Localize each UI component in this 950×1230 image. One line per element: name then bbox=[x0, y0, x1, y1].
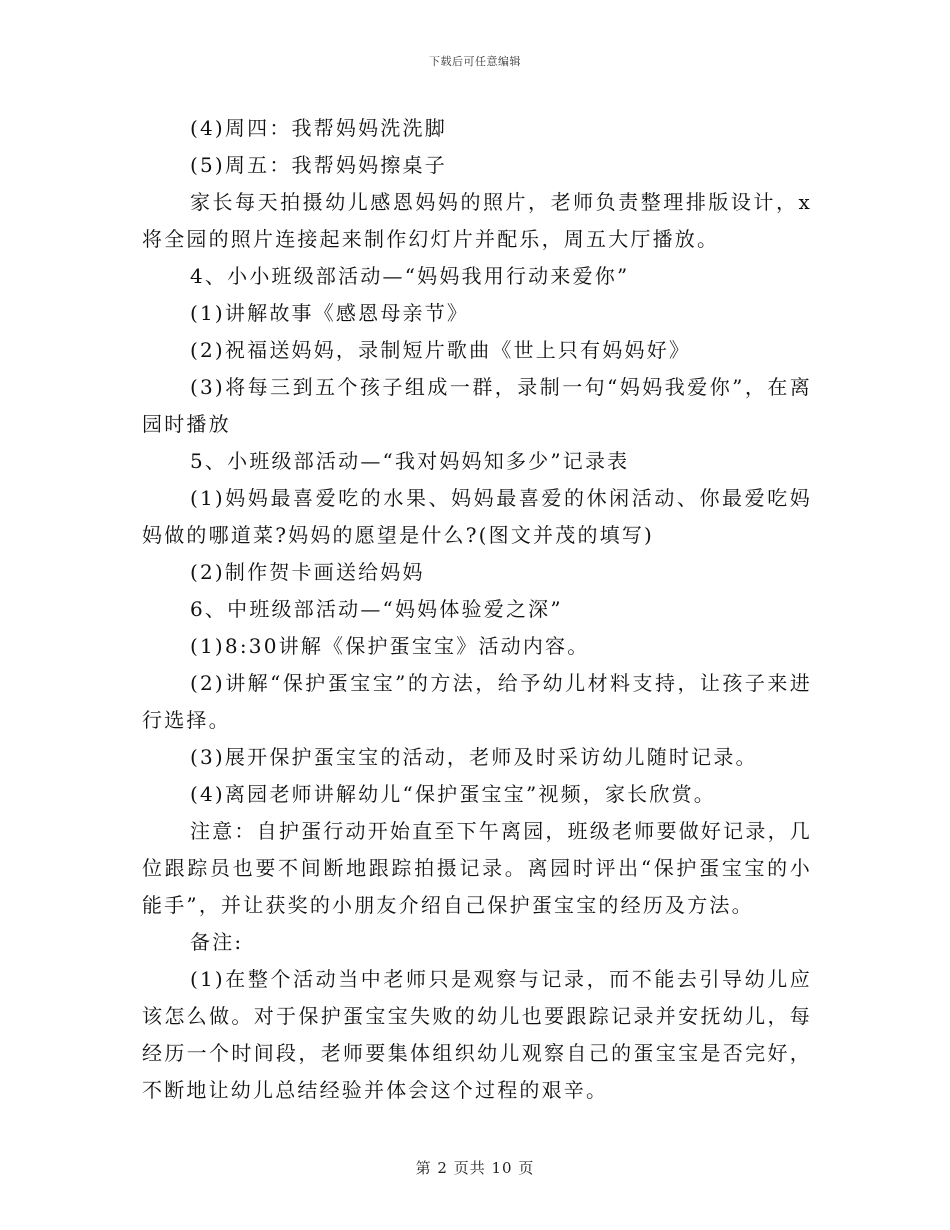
list-item-explain-content: (1)8:30讲解《保护蛋宝宝》活动内容。 bbox=[190, 634, 590, 658]
list-item-questionnaire: (1)妈妈最喜爱吃的水果、妈妈最喜爱的休闲活动、你最爱吃妈妈做的哪道菜?妈妈的愿望是什么?(图文并茂的填写) bbox=[142, 486, 812, 547]
list-item-card: (2)制作贺卡画送给妈妈 bbox=[190, 560, 425, 584]
paragraph-notice: 注意：自护蛋行动开始直至下午离园，班级老师要做好记录，几位跟踪员也要不间断地跟踪拍摄记录。离园时评出“保护蛋宝宝的小能手”，并让获奖的小朋友介绍自己保护蛋宝宝的经历及方法。 bbox=[142, 819, 812, 917]
remarks-heading: 备注: bbox=[190, 930, 244, 954]
section-heading-4: 4、小小班级部活动—“妈妈我用行动来爱你” bbox=[190, 264, 630, 288]
list-item-friday: (5)周五：我帮妈妈擦桌子 bbox=[190, 153, 447, 177]
list-item-story: (1)讲解故事《感恩母亲节》 bbox=[190, 301, 470, 325]
list-item-thursday: (4)周四：我帮妈妈洗洗脚 bbox=[190, 116, 447, 140]
document-body bbox=[142, 110, 812, 1109]
list-item-activity: (3)展开保护蛋宝宝的活动，老师及时采访幼儿随时记录。 bbox=[190, 745, 758, 769]
page-number: 第 2 页共 10 页 bbox=[415, 1159, 535, 1177]
list-item-video: (4)离园老师讲解幼儿“保护蛋宝宝”视频，家长欣赏。 bbox=[190, 782, 716, 806]
page-header: 下载后可任意编辑 bbox=[429, 55, 521, 68]
paragraph-parent-photos: 家长每天拍摄幼儿感恩妈妈的照片，老师负责整理排版设计，x将全园的照片连接起来制作幻灯片并配乐，周五大厅播放。 bbox=[142, 190, 812, 251]
section-heading-5: 5、小班级部活动—“我对妈妈知多少”记录表 bbox=[190, 449, 630, 473]
list-item-recording: (3)将每三到五个孩子组成一群，录制一句“妈妈我爱你”，在离园时播放 bbox=[142, 375, 812, 436]
section-heading-6: 6、中班级部活动—“妈妈体验爱之深” bbox=[190, 597, 563, 621]
list-item-explain-method: (2)讲解“保护蛋宝宝”的方法，给予幼儿材料支持，让孩子来进行选择。 bbox=[142, 671, 812, 732]
paragraph-remarks-1: (1)在整个活动当中老师只是观察与记录，而不能去引导幼儿应该怎么做。对于保护蛋宝宝失败的幼儿也要跟踪记录并安抚幼儿，每经历一个时间段，老师要集体组织幼儿观察自己的蛋宝宝是否完好，不断地让幼儿总结经验并体会这个过程的艰辛。 bbox=[142, 967, 812, 1102]
list-item-song: (2)祝福送妈妈，录制短片歌曲《世上只有妈妈好》 bbox=[190, 338, 692, 362]
